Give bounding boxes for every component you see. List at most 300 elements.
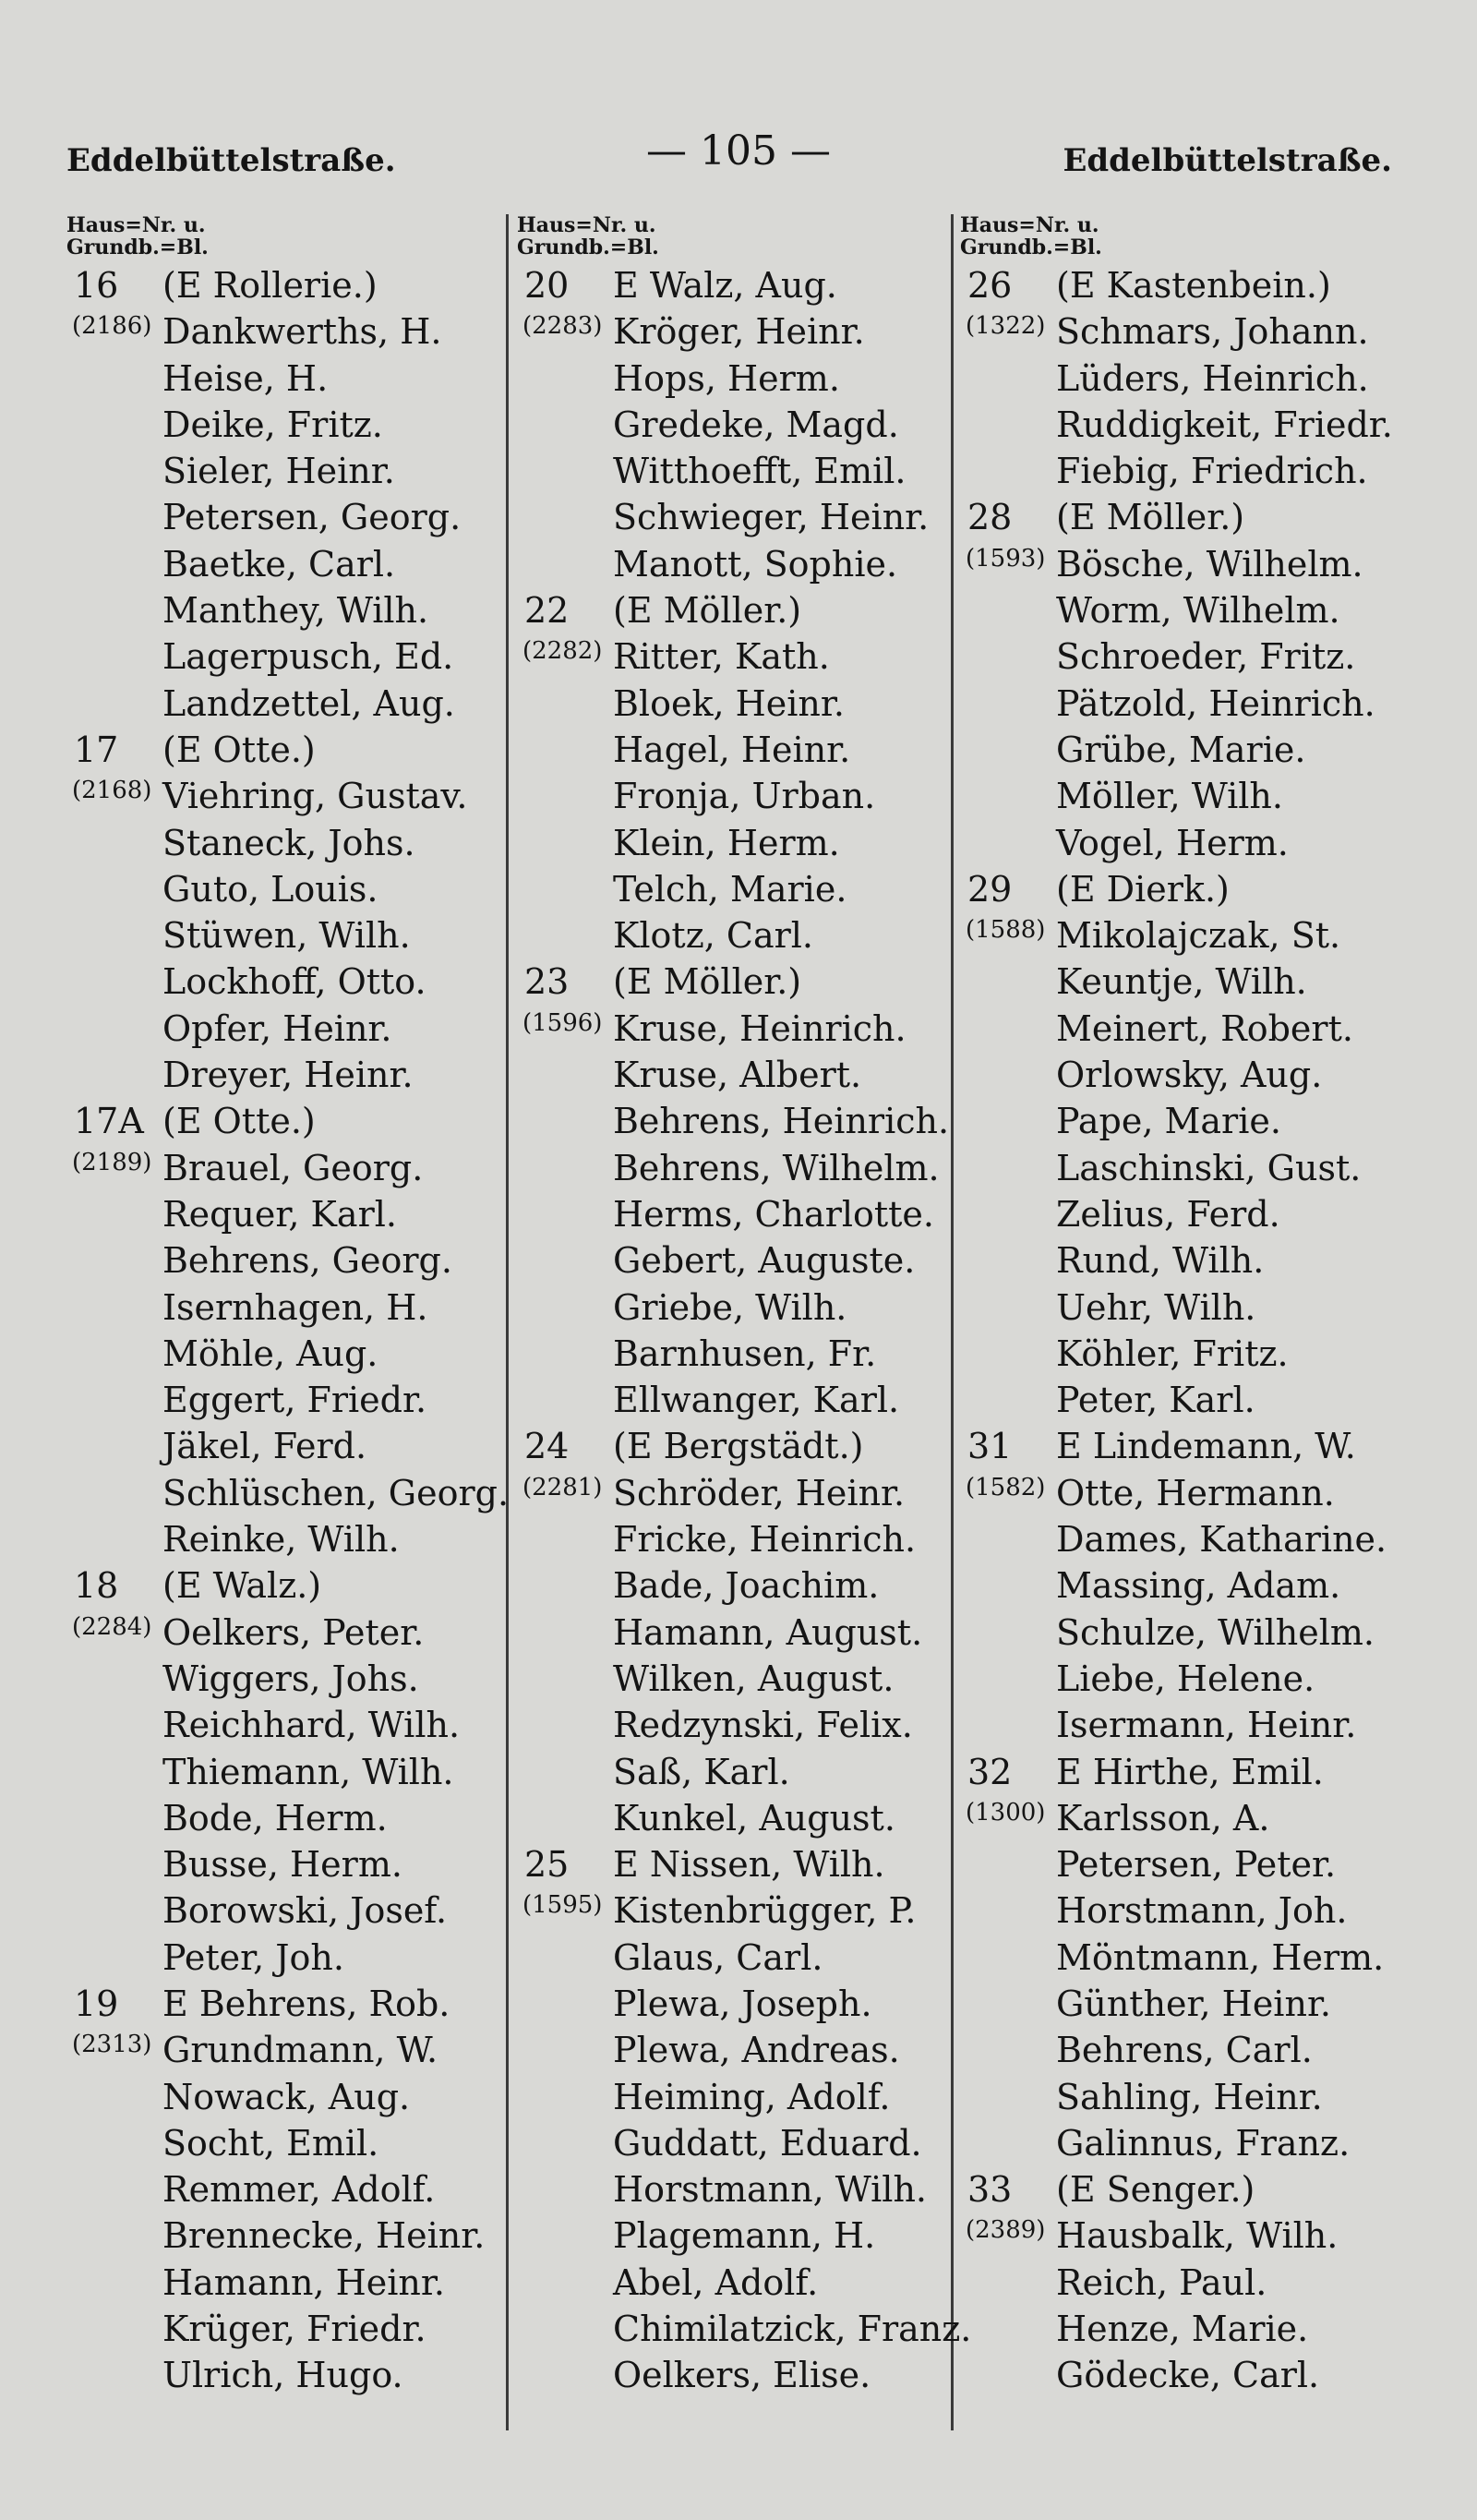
resident-name: Gödecke, Carl. bbox=[1056, 2355, 1320, 2396]
house-entry bbox=[517, 587, 951, 633]
resident-name: Kunkel, August. bbox=[613, 1797, 895, 1839]
column-header-line: Haus=Nr. u. bbox=[66, 213, 206, 237]
house-entry bbox=[66, 1098, 500, 1144]
resident-name: Klotz, Carl. bbox=[613, 915, 813, 957]
resident-name: Massing, Adam. bbox=[1056, 1565, 1341, 1607]
register-number: (1582) bbox=[966, 1473, 1046, 1501]
house-number: 29 bbox=[967, 868, 1013, 910]
house-number: 19 bbox=[74, 1983, 119, 2024]
house-number: 31 bbox=[967, 1426, 1013, 1467]
resident-entry bbox=[66, 2213, 500, 2259]
resident-entry bbox=[66, 494, 500, 540]
resident-entry bbox=[517, 1749, 951, 1795]
resident-name: Horstmann, Joh. bbox=[1056, 1890, 1348, 1932]
resident-name: Plewa, Joseph. bbox=[613, 1983, 872, 2024]
resident-entry bbox=[66, 1191, 500, 1237]
resident-entry bbox=[960, 402, 1440, 448]
register-number: (1322) bbox=[966, 312, 1046, 341]
resident-name: Requer, Karl. bbox=[162, 1193, 397, 1235]
house-entry bbox=[960, 2166, 1440, 2213]
resident-entry bbox=[960, 1841, 1440, 1887]
resident-entry bbox=[66, 356, 500, 402]
register-number: (2283) bbox=[522, 312, 603, 341]
resident-name: Klein, Herm. bbox=[613, 822, 840, 863]
house-entry bbox=[960, 262, 1440, 308]
resident-name: Schmars, Johann. bbox=[1056, 311, 1369, 353]
resident-name: Möntmann, Herm. bbox=[1056, 1936, 1385, 1978]
column-header bbox=[517, 214, 951, 262]
house-number: 17 bbox=[74, 729, 119, 770]
resident-name: Lüders, Heinrich. bbox=[1056, 357, 1369, 399]
resident-name: Viehring, Gustav. bbox=[162, 776, 468, 817]
owner-name: (E Dierk.) bbox=[1056, 868, 1230, 910]
resident-name: Remmer, Adolf. bbox=[162, 2169, 436, 2211]
resident-entry bbox=[960, 1191, 1440, 1237]
resident-name: Gredeke, Magd. bbox=[613, 404, 899, 445]
resident-entry bbox=[517, 1562, 951, 1609]
resident-entry bbox=[66, 681, 500, 727]
resident-name: Wilken, August. bbox=[613, 1658, 895, 1699]
owner-name: (E Möller.) bbox=[613, 590, 802, 632]
resident-name: Nowack, Aug. bbox=[162, 2076, 411, 2117]
resident-name: Vogel, Herm. bbox=[1056, 822, 1289, 863]
resident-name: Eggert, Friedr. bbox=[162, 1380, 427, 1421]
house-entry bbox=[66, 727, 500, 773]
resident-entry bbox=[960, 1052, 1440, 1098]
resident-entry bbox=[960, 1145, 1440, 1191]
owner-name: (E Kastenbein.) bbox=[1056, 265, 1331, 306]
resident-entry bbox=[517, 1377, 951, 1423]
resident-name: Zelius, Ferd. bbox=[1056, 1193, 1280, 1235]
resident-name: Glaus, Carl. bbox=[613, 1936, 823, 1978]
house-entry bbox=[66, 1981, 500, 2027]
column-3 bbox=[960, 214, 1440, 2399]
resident-entry bbox=[66, 1237, 500, 1284]
resident-name: Manthey, Wilh. bbox=[162, 590, 429, 632]
register-number: (1596) bbox=[522, 1008, 603, 1037]
resident-entry bbox=[517, 2352, 951, 2398]
resident-entry bbox=[66, 2027, 500, 2073]
resident-entry bbox=[960, 1795, 1440, 1841]
resident-entry bbox=[66, 633, 500, 680]
resident-name: Plagemann, H. bbox=[613, 2215, 876, 2257]
resident-entry bbox=[517, 2260, 951, 2306]
resident-entry bbox=[517, 1981, 951, 2027]
owner-name: (E Walz.) bbox=[162, 1565, 322, 1607]
resident-name: Socht, Emil. bbox=[162, 2122, 379, 2164]
resident-entry bbox=[66, 402, 500, 448]
owner-name: (E Rollerie.) bbox=[162, 265, 378, 306]
resident-name: Wiggers, Johs. bbox=[162, 1658, 419, 1699]
resident-name: Galinnus, Franz. bbox=[1056, 2122, 1351, 2164]
resident-name: Staneck, Johs. bbox=[162, 822, 415, 863]
owner-name: (E Möller.) bbox=[613, 961, 802, 1003]
register-number: (1300) bbox=[966, 1798, 1046, 1827]
resident-name: Witthoefft, Emil. bbox=[613, 451, 907, 492]
resident-name: Reinke, Wilh. bbox=[162, 1519, 400, 1561]
page-number: — 105 — bbox=[646, 127, 831, 175]
register-number: (2284) bbox=[72, 1612, 152, 1641]
resident-entry bbox=[960, 587, 1440, 633]
resident-name: Schröder, Heinr. bbox=[613, 1472, 906, 1513]
resident-entry bbox=[960, 1656, 1440, 1702]
resident-entry bbox=[960, 681, 1440, 727]
resident-entry bbox=[66, 2166, 500, 2213]
resident-name: Schulze, Wilhelm. bbox=[1056, 1611, 1375, 1653]
resident-name: Plewa, Andreas. bbox=[613, 2030, 900, 2071]
resident-entry bbox=[517, 1610, 951, 1656]
resident-name: Guddatt, Eduard. bbox=[613, 2122, 922, 2164]
resident-entry bbox=[960, 1470, 1440, 1516]
resident-name: Barnhusen, Fr. bbox=[613, 1332, 877, 1374]
resident-name: Pape, Marie. bbox=[1056, 1101, 1281, 1142]
resident-entry bbox=[517, 308, 951, 355]
resident-entry bbox=[517, 2027, 951, 2073]
register-number: (1593) bbox=[966, 544, 1046, 573]
resident-name: Heise, H. bbox=[162, 357, 329, 399]
resident-entry bbox=[960, 1981, 1440, 2027]
resident-entry bbox=[517, 1470, 951, 1516]
register-number: (2313) bbox=[72, 2031, 152, 2059]
resident-entry bbox=[517, 1516, 951, 1562]
resident-entry bbox=[960, 1237, 1440, 1284]
resident-entry bbox=[66, 866, 500, 912]
resident-name: Isermann, Heinr. bbox=[1056, 1705, 1357, 1746]
resident-entry bbox=[517, 1191, 951, 1237]
house-entry bbox=[960, 494, 1440, 540]
resident-name: Bösche, Wilhelm. bbox=[1056, 543, 1363, 585]
resident-entry bbox=[517, 727, 951, 773]
resident-name: Behrens, Georg. bbox=[162, 1240, 452, 1282]
resident-name: Schroeder, Fritz. bbox=[1056, 636, 1356, 678]
resident-entry bbox=[960, 2260, 1440, 2306]
resident-name: Petersen, Georg. bbox=[162, 497, 462, 538]
resident-name: Isernhagen, H. bbox=[162, 1286, 428, 1328]
resident-name: Dames, Katharine. bbox=[1056, 1519, 1387, 1561]
resident-name: Reich, Paul. bbox=[1056, 2261, 1267, 2303]
resident-name: Oelkers, Peter. bbox=[162, 1611, 425, 1653]
resident-name: Herms, Charlotte. bbox=[613, 1193, 934, 1235]
resident-entry bbox=[517, 1331, 951, 1377]
resident-name: Kistenbrügger, P. bbox=[613, 1890, 917, 1932]
running-head-left: Eddelbüttelstraße. bbox=[66, 142, 396, 179]
resident-name: Landzettel, Aug. bbox=[162, 682, 455, 724]
house-number: 33 bbox=[967, 2169, 1013, 2211]
resident-name: Grübe, Marie. bbox=[1056, 729, 1306, 770]
resident-entry bbox=[960, 1098, 1440, 1144]
house-entry bbox=[66, 1562, 500, 1609]
resident-name: Henze, Marie. bbox=[1056, 2309, 1309, 2350]
resident-entry bbox=[960, 356, 1440, 402]
resident-name: Behrens, Carl. bbox=[1056, 2030, 1313, 2071]
house-entry bbox=[66, 262, 500, 308]
resident-name: Behrens, Heinrich. bbox=[613, 1101, 950, 1142]
resident-name: Peter, Karl. bbox=[1056, 1380, 1255, 1421]
resident-name: Ellwanger, Karl. bbox=[613, 1380, 900, 1421]
resident-name: Hausbalk, Wilh. bbox=[1056, 2215, 1339, 2257]
resident-entry bbox=[960, 1610, 1440, 1656]
resident-entry bbox=[517, 2120, 951, 2166]
resident-name: Schwieger, Heinr. bbox=[613, 497, 930, 538]
resident-entry bbox=[960, 1562, 1440, 1609]
resident-entry bbox=[517, 633, 951, 680]
resident-entry bbox=[66, 448, 500, 494]
house-number: 17A bbox=[74, 1101, 144, 1142]
resident-entry bbox=[517, 1006, 951, 1052]
house-number: 25 bbox=[524, 1844, 570, 1886]
resident-entry bbox=[517, 1237, 951, 1284]
resident-entry bbox=[960, 959, 1440, 1005]
column-header-line: Grundb.=Bl. bbox=[960, 235, 1102, 259]
resident-entry bbox=[517, 820, 951, 866]
house-entry bbox=[960, 1749, 1440, 1795]
resident-name: Otte, Hermann. bbox=[1056, 1472, 1335, 1513]
resident-name: Fiebig, Friedrich. bbox=[1056, 451, 1368, 492]
resident-entry bbox=[66, 1052, 500, 1098]
resident-entry bbox=[960, 2120, 1440, 2166]
house-number: 20 bbox=[524, 265, 570, 306]
resident-name: Ritter, Kath. bbox=[613, 636, 830, 678]
resident-name: Mikolajczak, St. bbox=[1056, 915, 1341, 957]
house-entry bbox=[517, 1841, 951, 1887]
house-entry bbox=[517, 1423, 951, 1469]
resident-entry bbox=[960, 1284, 1440, 1331]
house-entry bbox=[517, 959, 951, 1005]
register-number: (2389) bbox=[966, 2216, 1046, 2245]
resident-entry bbox=[517, 1052, 951, 1098]
register-number: (2281) bbox=[522, 1473, 603, 1501]
owner-name: E Lindemann, W. bbox=[1056, 1426, 1356, 1467]
resident-entry bbox=[66, 912, 500, 959]
resident-name: Worm, Wilhelm. bbox=[1056, 590, 1340, 632]
resident-entry bbox=[66, 820, 500, 866]
resident-name: Laschinski, Gust. bbox=[1056, 1147, 1362, 1188]
resident-entry bbox=[517, 912, 951, 959]
resident-entry bbox=[517, 541, 951, 587]
resident-entry bbox=[66, 2306, 500, 2352]
resident-name: Rund, Wilh. bbox=[1056, 1240, 1265, 1282]
resident-entry bbox=[66, 2352, 500, 2398]
resident-name: Pätzold, Heinrich. bbox=[1056, 682, 1375, 724]
resident-name: Sieler, Heinr. bbox=[162, 451, 395, 492]
resident-entry bbox=[66, 1006, 500, 1052]
resident-name: Horstmann, Wilh. bbox=[613, 2169, 927, 2211]
resident-name: Manott, Sophie. bbox=[613, 543, 898, 585]
resident-entry bbox=[517, 1795, 951, 1841]
resident-entry bbox=[517, 448, 951, 494]
resident-name: Dreyer, Heinr. bbox=[162, 1055, 414, 1096]
resident-name: Saß, Karl. bbox=[613, 1751, 790, 1792]
resident-entry bbox=[66, 1516, 500, 1562]
resident-name: Keuntje, Wilh. bbox=[1056, 961, 1307, 1003]
register-number: (2189) bbox=[72, 1148, 152, 1176]
resident-entry bbox=[517, 1145, 951, 1191]
resident-name: Grundmann, W. bbox=[162, 2030, 438, 2071]
resident-name: Sahling, Heinr. bbox=[1056, 2076, 1323, 2117]
resident-entry bbox=[66, 541, 500, 587]
resident-entry bbox=[66, 1331, 500, 1377]
resident-name: Hamann, August. bbox=[613, 1611, 923, 1653]
resident-entry bbox=[66, 1377, 500, 1423]
register-number: (2168) bbox=[72, 777, 152, 805]
resident-name: Peter, Joh. bbox=[162, 1936, 344, 1978]
column-header-line: Grundb.=Bl. bbox=[66, 235, 209, 259]
register-number: (2282) bbox=[522, 637, 603, 666]
resident-name: Lockhoff, Otto. bbox=[162, 961, 426, 1003]
resident-entry bbox=[517, 1098, 951, 1144]
resident-name: Fronja, Urban. bbox=[613, 776, 876, 817]
house-entry bbox=[517, 262, 951, 308]
resident-name: Bloek, Heinr. bbox=[613, 682, 845, 724]
column-2 bbox=[517, 213, 972, 2399]
resident-entry bbox=[960, 308, 1440, 355]
resident-entry bbox=[517, 1887, 951, 1934]
resident-entry bbox=[66, 2120, 500, 2166]
resident-name: Reichhard, Wilh. bbox=[162, 1705, 461, 1746]
owner-name: E Walz, Aug. bbox=[613, 265, 837, 306]
resident-entry bbox=[960, 1887, 1440, 1934]
house-entry bbox=[960, 866, 1440, 912]
resident-entry bbox=[960, 1516, 1440, 1562]
resident-name: Lagerpusch, Ed. bbox=[162, 636, 454, 678]
resident-name: Hops, Herm. bbox=[613, 357, 840, 399]
resident-entry bbox=[960, 1331, 1440, 1377]
resident-entry bbox=[66, 1795, 500, 1841]
resident-name: Liebe, Helene. bbox=[1056, 1658, 1315, 1699]
resident-entry bbox=[66, 1702, 500, 1748]
resident-entry bbox=[960, 727, 1440, 773]
resident-name: Guto, Louis. bbox=[162, 868, 378, 910]
resident-entry bbox=[960, 1377, 1440, 1423]
house-number: 24 bbox=[524, 1426, 570, 1467]
resident-entry bbox=[66, 1470, 510, 1516]
resident-name: Bode, Herm. bbox=[162, 1797, 388, 1839]
resident-name: Kruse, Albert. bbox=[613, 1055, 862, 1096]
resident-name: Petersen, Peter. bbox=[1056, 1844, 1337, 1886]
resident-entry bbox=[66, 587, 500, 633]
resident-name: Ruddigkeit, Friedr. bbox=[1056, 404, 1393, 445]
column-1 bbox=[66, 213, 510, 2399]
resident-name: Redzynski, Felix. bbox=[613, 1705, 913, 1746]
resident-entry bbox=[517, 356, 951, 402]
resident-name: Uehr, Wilh. bbox=[1056, 1286, 1256, 1328]
resident-name: Kruse, Heinrich. bbox=[613, 1007, 907, 1049]
resident-entry bbox=[66, 1284, 500, 1331]
column-header bbox=[66, 214, 500, 262]
resident-entry bbox=[66, 773, 500, 819]
resident-entry bbox=[517, 1935, 951, 1981]
column-divider bbox=[951, 214, 954, 2430]
resident-name: Meinert, Robert. bbox=[1056, 1007, 1353, 1049]
resident-entry bbox=[960, 912, 1440, 959]
resident-name: Chimilatzick, Franz. bbox=[613, 2309, 972, 2350]
resident-name: Möller, Wilh. bbox=[1056, 776, 1283, 817]
column-header-line: Haus=Nr. u. bbox=[517, 213, 656, 237]
resident-name: Deike, Fritz. bbox=[162, 404, 383, 445]
resident-name: Möhle, Aug. bbox=[162, 1332, 378, 1374]
resident-entry bbox=[66, 1656, 500, 1702]
resident-name: Telch, Marie. bbox=[613, 868, 847, 910]
resident-name: Stüwen, Wilh. bbox=[162, 915, 411, 957]
resident-name: Ulrich, Hugo. bbox=[162, 2355, 403, 2396]
resident-entry bbox=[960, 820, 1440, 866]
owner-name: (E Otte.) bbox=[162, 1101, 316, 1142]
resident-entry bbox=[960, 2027, 1440, 2073]
resident-entry bbox=[960, 541, 1440, 587]
resident-entry bbox=[66, 1841, 500, 1887]
owner-name: (E Möller.) bbox=[1056, 497, 1245, 538]
resident-name: Kröger, Heinr. bbox=[613, 311, 865, 353]
resident-entry bbox=[66, 1145, 500, 1191]
resident-name: Baetke, Carl. bbox=[162, 543, 396, 585]
house-number: 18 bbox=[74, 1565, 119, 1607]
resident-name: Busse, Herm. bbox=[162, 1844, 402, 1886]
resident-entry bbox=[66, 1935, 500, 1981]
resident-name: Oelkers, Elise. bbox=[613, 2355, 871, 2396]
house-number: 26 bbox=[967, 265, 1013, 306]
resident-name: Griebe, Wilh. bbox=[613, 1286, 847, 1328]
house-number: 28 bbox=[967, 497, 1013, 538]
resident-name: Hagel, Heinr. bbox=[613, 729, 851, 770]
resident-entry bbox=[517, 1284, 951, 1331]
resident-name: Gebert, Auguste. bbox=[613, 1240, 916, 1282]
owner-name: (E Senger.) bbox=[1056, 2169, 1255, 2211]
resident-name: Dankwerths, H. bbox=[162, 311, 442, 353]
owner-name: E Behrens, Rob. bbox=[162, 1983, 450, 2024]
resident-entry bbox=[960, 448, 1440, 494]
resident-name: Hamann, Heinr. bbox=[162, 2261, 445, 2303]
house-number: 22 bbox=[524, 590, 570, 632]
resident-name: Heiming, Adolf. bbox=[613, 2076, 891, 2117]
resident-entry bbox=[66, 308, 500, 355]
resident-name: Köhler, Fritz. bbox=[1056, 1332, 1289, 1374]
resident-entry bbox=[960, 1006, 1440, 1052]
resident-name: Karlsson, A. bbox=[1056, 1797, 1270, 1839]
resident-entry bbox=[960, 1935, 1440, 1981]
resident-entry bbox=[517, 866, 951, 912]
resident-entry bbox=[517, 773, 951, 819]
resident-entry bbox=[66, 1610, 500, 1656]
resident-entry bbox=[960, 2213, 1440, 2259]
resident-entry bbox=[66, 1423, 500, 1469]
column-divider bbox=[506, 214, 509, 2430]
resident-entry bbox=[517, 2166, 951, 2213]
resident-entry bbox=[517, 1656, 951, 1702]
resident-name: Schlüschen, Georg. bbox=[162, 1472, 510, 1513]
house-number: 32 bbox=[967, 1751, 1013, 1792]
resident-name: Krüger, Friedr. bbox=[162, 2309, 426, 2350]
resident-entry bbox=[960, 1702, 1440, 1748]
resident-entry bbox=[517, 2306, 972, 2352]
house-number: 16 bbox=[74, 265, 119, 306]
register-number: (1595) bbox=[522, 1891, 603, 1920]
resident-name: Fricke, Heinrich. bbox=[613, 1519, 917, 1561]
column-header bbox=[960, 214, 1440, 262]
resident-entry bbox=[960, 773, 1440, 819]
resident-entry bbox=[517, 2213, 951, 2259]
resident-name: Behrens, Wilhelm. bbox=[613, 1147, 940, 1188]
resident-entry bbox=[66, 1749, 500, 1795]
resident-entry bbox=[517, 402, 951, 448]
owner-name: E Nissen, Wilh. bbox=[613, 1844, 885, 1886]
page-header bbox=[0, 127, 1477, 183]
owner-name: E Hirthe, Emil. bbox=[1056, 1751, 1324, 1792]
resident-entry bbox=[66, 1887, 500, 1934]
resident-entry bbox=[517, 681, 951, 727]
resident-entry bbox=[960, 633, 1440, 680]
resident-entry bbox=[517, 494, 951, 540]
register-number: (1588) bbox=[966, 916, 1046, 945]
